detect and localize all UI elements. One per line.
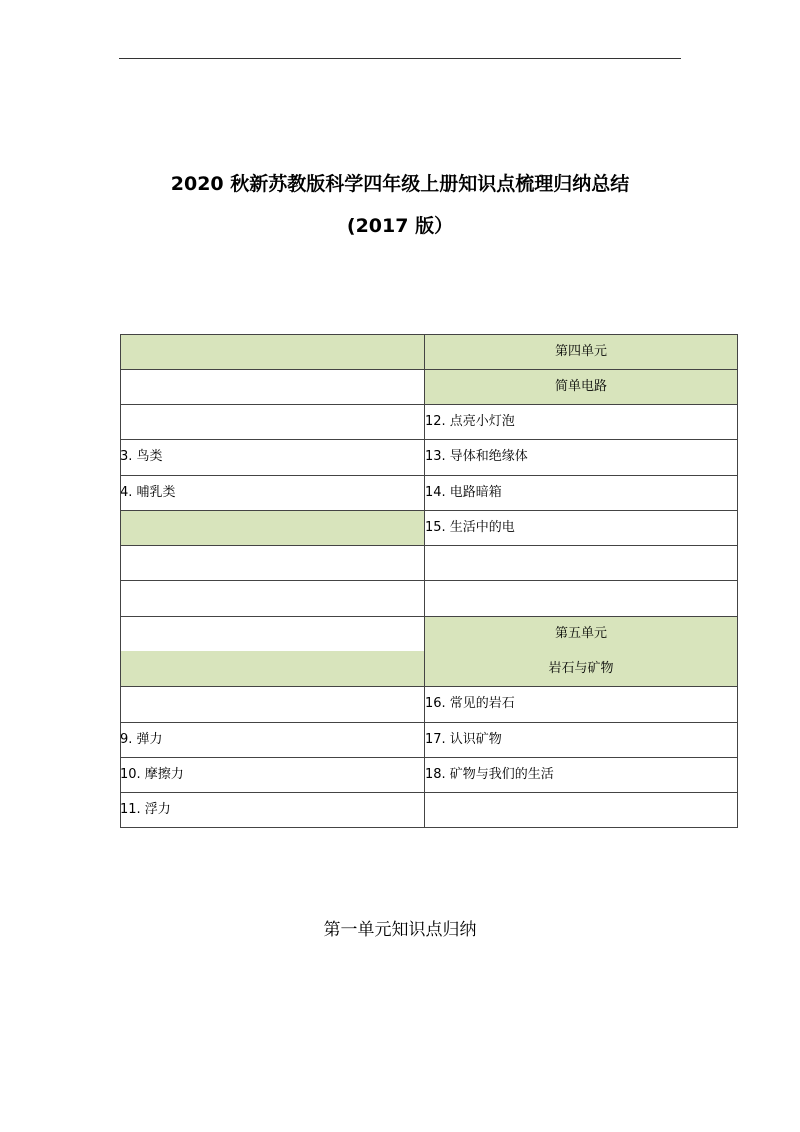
table-border (120, 439, 738, 440)
left-header-fill (120, 334, 424, 369)
lesson-9: 9. 弹力 (120, 732, 163, 747)
table-border (120, 475, 738, 476)
table-border (120, 616, 738, 617)
table-border (120, 510, 738, 511)
table-border (120, 757, 738, 758)
lesson-14: 14. 电路暗箱 (425, 485, 502, 500)
table-border (737, 334, 738, 828)
table-border (120, 334, 738, 335)
left-header-fill (120, 510, 424, 545)
table-border (120, 686, 738, 687)
table-border (120, 580, 738, 581)
section-heading: 第一单元知识点归纳 (323, 920, 477, 940)
table-border (120, 369, 738, 370)
table-border (120, 722, 738, 723)
unit5-label: 第五单元 (554, 626, 607, 641)
document-title: 2020 秋新苏教版科学四年级上册知识点梳理归纳总结 (170, 173, 630, 195)
unit4-label: 第四单元 (424, 334, 738, 369)
left-header-fill (120, 651, 424, 686)
lesson-17: 17. 认识矿物 (425, 732, 502, 747)
lesson-11: 11. 浮力 (120, 802, 171, 817)
lesson-3: 3. 鸟类 (120, 449, 163, 464)
lesson-10: 10. 摩擦力 (120, 767, 184, 782)
table-border (120, 827, 738, 828)
lesson-16: 16. 常见的岩石 (425, 696, 515, 711)
unit5-name: 岩石与矿物 (548, 661, 614, 676)
table-border (120, 792, 738, 793)
table-border (424, 334, 425, 828)
table-border (120, 404, 738, 405)
table-border (120, 545, 738, 546)
lesson-18: 18. 矿物与我们的生活 (425, 767, 554, 782)
curriculum-table (120, 334, 738, 828)
lesson-15: 15. 生活中的电 (425, 520, 515, 535)
lesson-4: 4. 哺乳类 (120, 485, 176, 500)
unit4-name: 简单电路 (424, 369, 738, 404)
document-subtitle: (2017 版） (346, 215, 454, 237)
lesson-13: 13. 导体和绝缘体 (425, 449, 528, 464)
table-border (120, 334, 121, 828)
lesson-12: 12. 点亮小灯泡 (425, 414, 515, 429)
header-rule (119, 58, 681, 59)
